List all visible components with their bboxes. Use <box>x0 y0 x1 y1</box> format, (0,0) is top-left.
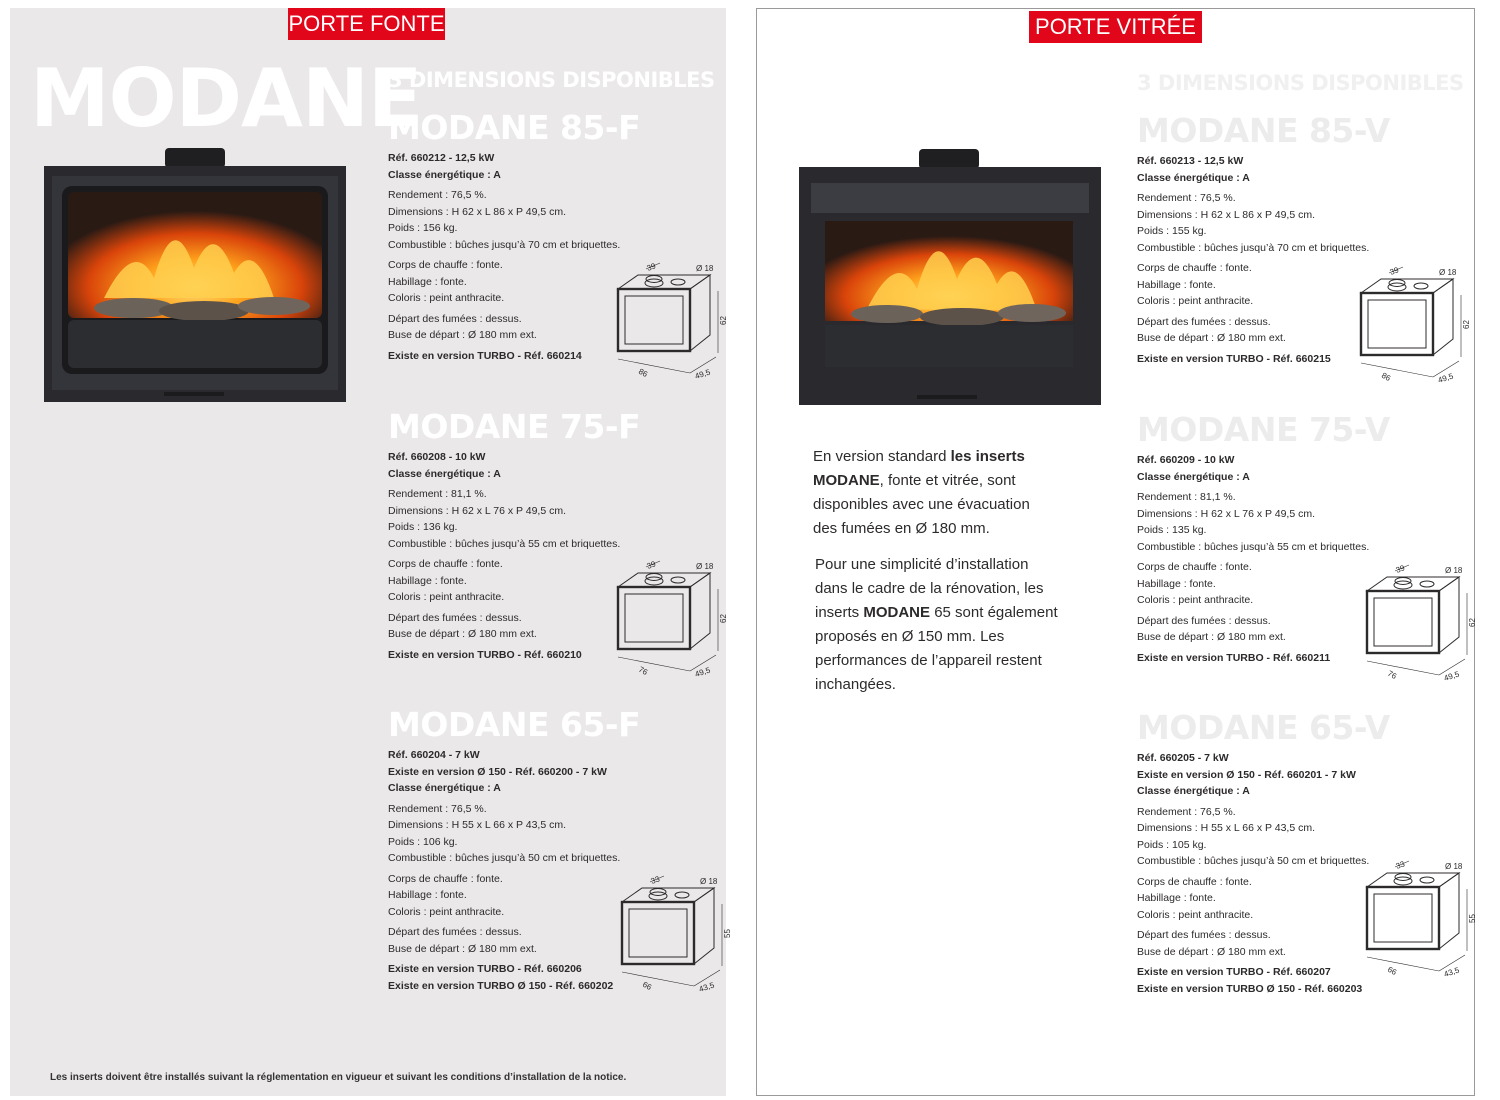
spec-line: Corps de chauffe : fonte. <box>388 259 503 271</box>
intro-paragraph-2 <box>815 553 1065 697</box>
spec-line: Buse de départ : Ø 180 mm ext. <box>388 628 537 640</box>
width-dimension-line <box>1367 661 1439 675</box>
spec-line: Coloris : peint anthracite. <box>1137 295 1254 307</box>
air-intake <box>675 892 689 898</box>
dim-label-height: 55 <box>1468 914 1477 923</box>
dimension-diagram-85-v <box>1341 265 1473 395</box>
width-dimension-line <box>618 359 690 373</box>
box-side-face <box>690 275 710 351</box>
dim-label-width: 66 <box>1386 964 1399 977</box>
air-intake <box>1414 283 1428 289</box>
spec-line: Combustible : bûches jusqu’à 55 cm et briquettes. <box>1137 540 1370 553</box>
spec-line: Classe énergétique : A <box>1137 171 1250 184</box>
spec-line: Coloris : peint anthracite. <box>1137 594 1254 606</box>
dim-label-height: 55 <box>723 929 732 938</box>
width-dimension-line <box>1361 363 1433 377</box>
spec-line: Buse de départ : Ø 180 mm ext. <box>1137 631 1286 643</box>
spec-line: Rendement : 81,1 %. <box>1137 491 1236 503</box>
dim-label-width: 86 <box>637 366 650 379</box>
dim-label-depth: 49,5 <box>1442 669 1461 683</box>
tab-porte-vitree: PORTE VITRÉE <box>1029 11 1202 43</box>
box-front-face <box>1361 293 1433 355</box>
spec-line: Rendement : 76,5 %. <box>388 189 487 201</box>
stove-image-fonte <box>44 148 346 402</box>
stove-image-vitree <box>797 149 1101 409</box>
spec-line: Existe en version TURBO - Réf. 660215 <box>1137 352 1331 365</box>
air-intake <box>1420 877 1434 883</box>
dim-label-pipe: Ø 18 <box>696 562 714 571</box>
dim-label-top: 33 <box>649 874 662 886</box>
spec-line: Habillage : fonte. <box>1137 278 1216 291</box>
dimension-diagram-75-f <box>598 559 730 689</box>
box-front-face <box>1367 887 1439 949</box>
dimension-diagram-65-f <box>602 874 734 1004</box>
para1-text-a: En version standard <box>813 448 951 465</box>
dimension-diagram-85-f <box>598 261 730 391</box>
box-door-frame <box>625 594 683 642</box>
spec-line: Combustible : bûches jusqu’à 50 cm et briquettes. <box>388 852 621 864</box>
dim-label-top: 39 <box>645 261 658 273</box>
para2-text-c: 65 sont également proposés en Ø 150 mm. Les performances de l’appareil restent inchangées. <box>815 604 1058 693</box>
brand-title: MODANE <box>30 52 422 145</box>
spec-line: Buse de départ : Ø 180 mm ext. <box>1137 332 1286 344</box>
spec-line: Habillage : fonte. <box>388 275 467 288</box>
panel-porte-vitree <box>756 8 1475 1096</box>
width-dimension-line <box>1367 957 1439 971</box>
box-front-face <box>618 587 690 649</box>
spec-line: Poids : 106 kg. <box>388 835 458 848</box>
spec-line: Réf. 660208 - 10 kW <box>388 451 486 463</box>
spec-line: Habillage : fonte. <box>388 574 467 587</box>
spec-line: Habillage : fonte. <box>388 889 467 901</box>
dimension-diagram-75-v <box>1347 563 1479 693</box>
spec-line: Corps de chauffe : fonte. <box>388 872 503 885</box>
spec-line: Existe en version Ø 150 - Réf. 660200 - 7 kW <box>388 765 607 778</box>
box-top-face <box>618 573 710 587</box>
spec-line: Combustible : bûches jusqu’à 70 cm et briquettes. <box>1137 241 1370 254</box>
dim-label-width: 76 <box>637 664 650 677</box>
spec-line: Poids : 155 kg. <box>1137 225 1207 237</box>
dim-label-pipe: Ø 18 <box>696 264 714 273</box>
box-door-frame <box>1374 598 1432 646</box>
spec-line: Existe en version TURBO Ø 150 - Réf. 660203 <box>1137 982 1363 995</box>
spec-line: Poids : 156 kg. <box>388 222 458 234</box>
dim-label-top: 33 <box>1394 859 1407 871</box>
box-side-face <box>690 573 710 649</box>
spec-line: Combustible : bûches jusqu’à 50 cm et briquettes. <box>1137 855 1370 867</box>
box-side-face <box>1439 873 1459 949</box>
spec-line: Rendement : 76,5 %. <box>1137 805 1236 818</box>
air-intake <box>1420 581 1434 587</box>
installation-footnote: Les inserts doivent être installés suivant la réglementation en vigueur et suivant les conditions d’installation de la notice. <box>50 1072 627 1083</box>
dim-label-height: 62 <box>1462 320 1471 329</box>
dim-label-top: 39 <box>1388 265 1401 277</box>
spec-line: Corps de chauffe : fonte. <box>1137 561 1252 573</box>
dim-label-top: 39 <box>1394 563 1407 575</box>
spec-line: Buse de départ : Ø 180 mm ext. <box>388 329 537 341</box>
spec-line: Réf. 660205 - 7 kW <box>1137 752 1229 764</box>
para2-highlight: MODANE <box>863 604 931 621</box>
spec-line: Départ des fumées : dessus. <box>388 926 522 938</box>
dimension-diagram-65-v <box>1347 859 1479 989</box>
spec-line: Réf. 660204 - 7 kW <box>388 749 480 761</box>
dim-label-pipe: Ø 18 <box>1439 268 1457 277</box>
spec-line: Existe en version TURBO - Réf. 660214 <box>388 349 582 362</box>
spec-line: Départ des fumées : dessus. <box>1137 315 1271 328</box>
box-front-face <box>618 289 690 351</box>
box-front-face <box>622 902 694 964</box>
dim-label-width: 66 <box>641 979 654 992</box>
dim-label-height: 62 <box>1468 618 1477 627</box>
spec-line: Corps de chauffe : fonte. <box>388 558 503 570</box>
spec-line: Poids : 105 kg. <box>1137 838 1207 851</box>
spec-line: Dimensions : H 62 x L 76 x P 49,5 cm. <box>1137 507 1315 520</box>
spec-line: Habillage : fonte. <box>1137 892 1216 904</box>
spec-line: Dimensions : H 62 x L 86 x P 49,5 cm. <box>1137 208 1315 221</box>
model-name: MODANE 65-F <box>388 705 641 744</box>
box-top-face <box>1367 577 1459 591</box>
spec-line: Rendement : 81,1 %. <box>388 488 487 500</box>
air-intake <box>671 279 685 285</box>
para2-text-a: Pour une simplicité d’installation dans le cadre de la rénovation, les inserts <box>815 556 1044 621</box>
spec-line: Classe énergétique : A <box>1137 785 1250 797</box>
spec-line: Dimensions : H 55 x L 66 x P 43,5 cm. <box>388 819 566 831</box>
spec-line: Existe en version TURBO - Réf. 660206 <box>388 963 582 975</box>
para1-text-c: , fonte et vitrée, sont disponibles avec une évacuation des fumées en Ø 180 mm. <box>813 472 1030 537</box>
spec-line: Rendement : 76,5 %. <box>388 802 487 815</box>
dim-label-width: 86 <box>1380 370 1393 383</box>
width-dimension-line <box>622 972 694 986</box>
spec-line: Dimensions : H 62 x L 86 x P 49,5 cm. <box>388 205 566 218</box>
dim-label-depth: 43,5 <box>1442 965 1461 979</box>
spec-line: Corps de chauffe : fonte. <box>1137 262 1252 274</box>
dim-label-depth: 49,5 <box>693 367 712 381</box>
spec-line: Existe en version TURBO - Réf. 660210 <box>388 648 582 661</box>
dim-label-depth: 49,5 <box>693 665 712 679</box>
spec-line: Habillage : fonte. <box>1137 577 1216 590</box>
spec-line: Départ des fumées : dessus. <box>1137 929 1271 941</box>
spec-line: Départ des fumées : dessus. <box>388 312 522 325</box>
model-name: MODANE 85-V <box>1137 111 1390 150</box>
spec-line: Coloris : peint anthracite. <box>388 591 505 603</box>
dim-label-depth: 43,5 <box>697 980 716 994</box>
box-front-face <box>1367 591 1439 653</box>
spec-line: Combustible : bûches jusqu’à 70 cm et briquettes. <box>388 238 621 251</box>
spec-line: Poids : 136 kg. <box>388 521 458 533</box>
dim-label-pipe: Ø 18 <box>1445 566 1463 575</box>
spec-line: Existe en version TURBO - Réf. 660211 <box>1137 651 1331 664</box>
dim-label-pipe: Ø 18 <box>700 877 718 886</box>
dim-label-top: 39 <box>645 559 658 571</box>
spec-line: Classe énergétique : A <box>388 467 501 480</box>
spec-line: Combustible : bûches jusqu’à 55 cm et briquettes. <box>388 537 621 550</box>
dim-label-pipe: Ø 18 <box>1445 862 1463 871</box>
spec-line: Existe en version Ø 150 - Réf. 660201 - 7 kW <box>1137 768 1356 781</box>
width-dimension-line <box>618 657 690 671</box>
spec-line: Coloris : peint anthracite. <box>388 292 505 304</box>
spec-line: Départ des fumées : dessus. <box>388 611 522 624</box>
spec-line: Classe énergétique : A <box>1137 470 1250 483</box>
tab-porte-fonte: PORTE FONTE <box>288 8 445 40</box>
spec-line: Rendement : 76,5 %. <box>1137 192 1236 204</box>
para1-highlight: les inserts MODANE <box>813 448 1025 489</box>
dim-label-height: 62 <box>719 316 728 325</box>
dim-label-width: 76 <box>1386 668 1399 681</box>
box-side-face <box>1439 577 1459 653</box>
spec-line: Buse de départ : Ø 180 mm ext. <box>388 942 537 955</box>
panel-porte-fonte <box>10 8 732 1096</box>
spec-line: Corps de chauffe : fonte. <box>1137 875 1252 888</box>
box-top-face <box>1367 873 1459 887</box>
box-side-face <box>1433 279 1453 355</box>
air-intake <box>671 577 685 583</box>
spec-line: Poids : 135 kg. <box>1137 524 1207 536</box>
box-door-frame <box>629 909 687 957</box>
box-top-face <box>1361 279 1453 293</box>
spec-line: Réf. 660213 - 12,5 kW <box>1137 155 1244 167</box>
model-name: MODANE 65-V <box>1137 708 1390 747</box>
dim-label-height: 62 <box>719 614 728 623</box>
spec-line: Buse de départ : Ø 180 mm ext. <box>1137 945 1286 958</box>
spec-line: Coloris : peint anthracite. <box>388 905 505 918</box>
model-name: MODANE 75-V <box>1137 410 1390 449</box>
box-top-face <box>622 888 714 902</box>
spec-line: Dimensions : H 62 x L 76 x P 49,5 cm. <box>388 504 566 517</box>
spec-line: Dimensions : H 55 x L 66 x P 43,5 cm. <box>1137 822 1315 834</box>
box-door-frame <box>625 296 683 344</box>
spec-line: Existe en version TURBO Ø 150 - Réf. 660202 <box>388 979 614 992</box>
spec-line: Réf. 660209 - 10 kW <box>1137 454 1235 466</box>
spec-line: Coloris : peint anthracite. <box>1137 908 1254 921</box>
spec-line: Classe énergétique : A <box>388 168 501 181</box>
dimensions-title: 3 DIMENSIONS DISPONIBLES <box>388 68 715 92</box>
dimensions-title: 3 DIMENSIONS DISPONIBLES <box>1137 71 1464 95</box>
box-door-frame <box>1374 894 1432 942</box>
spec-line: Classe énergétique : A <box>388 782 501 794</box>
box-top-face <box>618 275 710 289</box>
model-name: MODANE 85-F <box>388 108 641 147</box>
model-name: MODANE 75-F <box>388 407 641 446</box>
dim-label-depth: 49,5 <box>1436 371 1455 385</box>
intro-paragraph-1 <box>813 445 1053 541</box>
spec-line: Existe en version TURBO - Réf. 660207 <box>1137 966 1331 978</box>
spec-line: Réf. 660212 - 12,5 kW <box>388 152 495 164</box>
spec-line: Départ des fumées : dessus. <box>1137 614 1271 627</box>
box-side-face <box>694 888 714 964</box>
box-door-frame <box>1368 300 1426 348</box>
